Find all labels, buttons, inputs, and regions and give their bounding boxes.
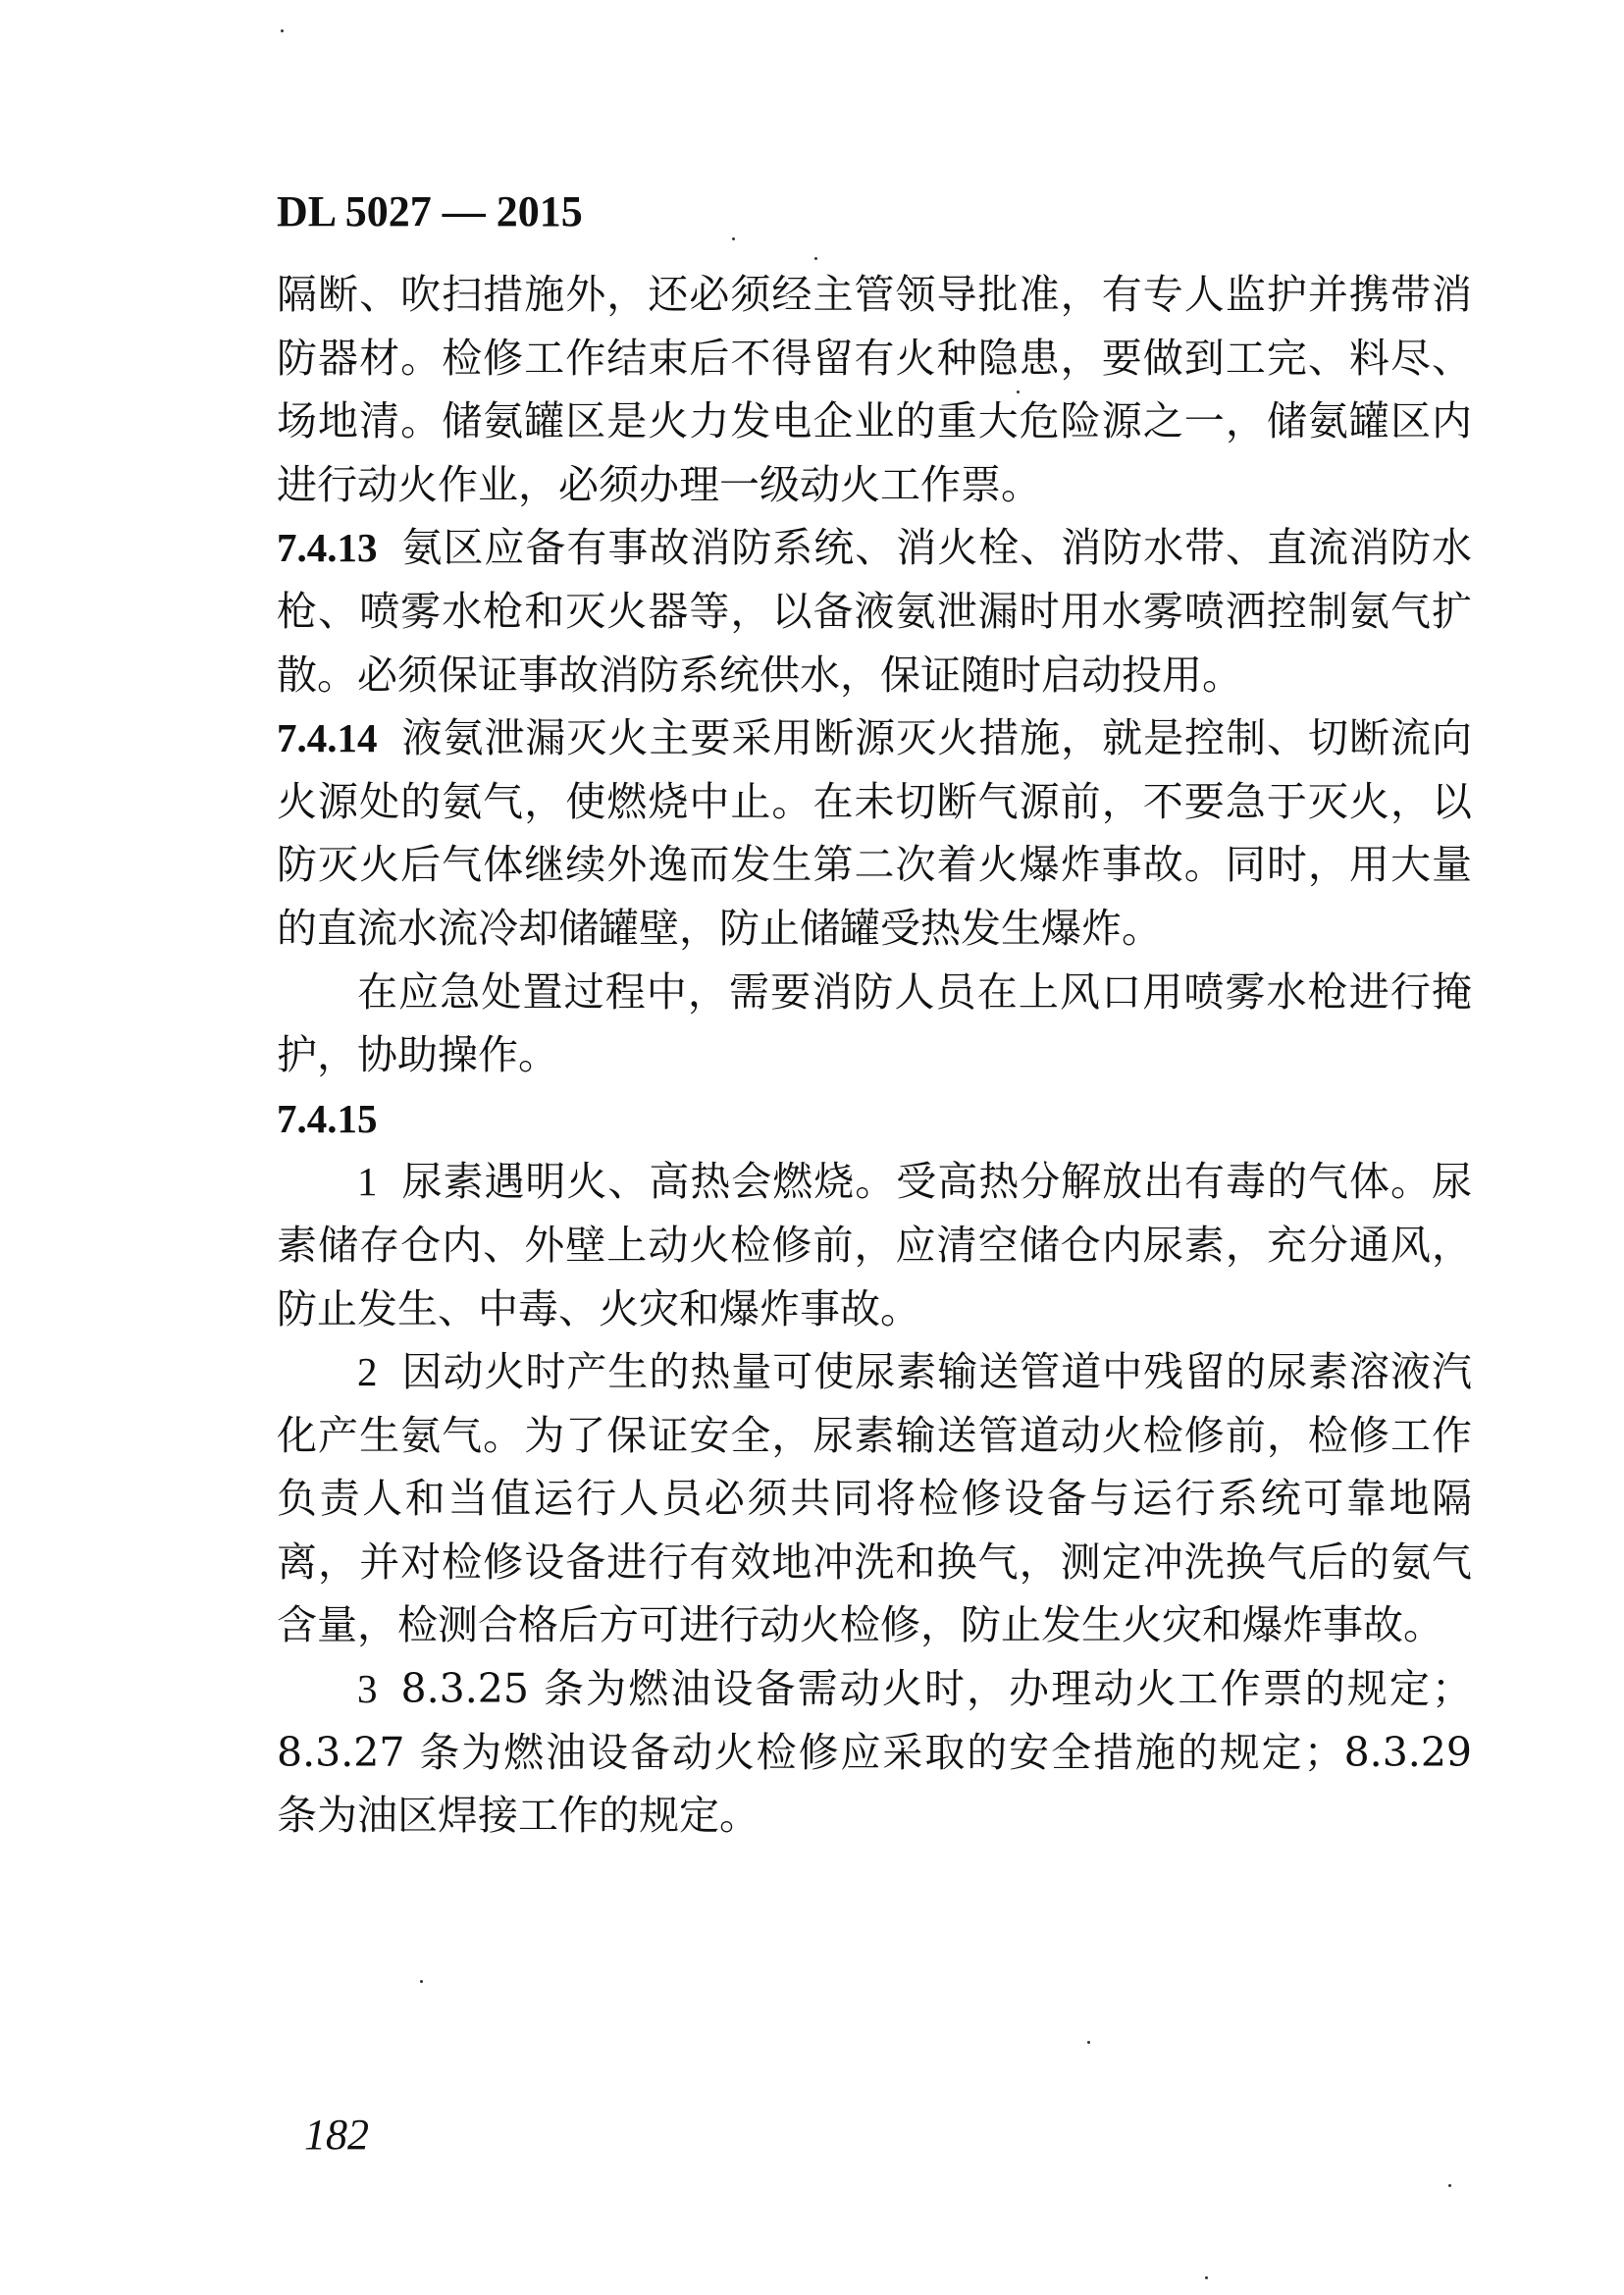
clause-7-4-13: [277, 516, 1472, 706]
scan-speck: [1448, 2184, 1451, 2187]
page-number: 182: [304, 2111, 369, 2159]
clause-text: 液氨泄漏灭火主要采用断源灭火措施，就是控制、切断流向火源处的氨气，使燃烧中止。在未切断气源前，不要急于灭火，以防灭火后气体继续外逸而发生第二次着火爆炸事故。同时，用大量的直流水流冷却储罐壁，防止储罐受热发生爆炸。: [277, 714, 1472, 952]
item-text: 8.3.25 条为燃油设备需动火时，办理动火工作票的规定；8.3.27 条为燃油设备动火检修应采取的安全措施的规定；8.3.29 条为油区焊接工作的规定。: [277, 1665, 1472, 1840]
item-text: 因动火时产生的热量可使尿素输送管道中残留的尿素溶液汽化产生氨气。为了保证安全，尿素输送管道动火检修前，检修工作负责人和当值运行人员必须共同将检修设备与运行系统可靠地隔离，并对检修设备进行有效地冲洗和换气，测定冲洗换气后的氨气含量，检测合格后方可进行动火检修，防止发生火灾和爆炸事故。: [277, 1348, 1472, 1649]
document-code-header: DL 5027 — 2015: [277, 187, 583, 235]
clause-text: 氨区应备有事故消防系统、消火栓、消防水带、直流消防水枪、喷雾水枪和灭火器等，以备液氨泄漏时用水雾喷洒控制氨气扩散。必须保证事故消防系统供水，保证随时启动投用。: [277, 524, 1472, 699]
scan-speck: [814, 257, 817, 260]
clause-7-4-14: [277, 706, 1472, 960]
clause-number: 7.4.15: [277, 1095, 378, 1141]
scan-speck: [1205, 2276, 1208, 2279]
scan-speck: [420, 1980, 423, 1983]
item-number: 3: [357, 1666, 378, 1712]
list-item-3: [277, 1657, 1472, 1848]
clause-number: 7.4.14: [277, 715, 378, 761]
item-text: 尿素遇明火、高热会燃烧。受高热分解放出有毒的气体。尿素储存仓内、外壁上动火检修前，应清空储仓内尿素，充分通风，防止发生、中毒、火灾和爆炸事故。: [277, 1158, 1472, 1332]
paragraph-continuation: [277, 263, 1472, 516]
scan-speck: [281, 29, 284, 32]
list-item-2: [277, 1340, 1472, 1657]
scan-speck: [732, 237, 735, 240]
scan-speck: [1087, 2041, 1090, 2044]
paragraph-text: 在应急处置过程中，需要消防人员在上风口用喷雾水枪进行掩护，协助操作。: [277, 967, 1472, 1079]
clause-number: 7.4.13: [277, 525, 378, 571]
item-number: 1: [357, 1159, 378, 1205]
item-number: 2: [357, 1349, 378, 1395]
paragraph-emergency: [277, 961, 1472, 1087]
document-body: [277, 263, 1472, 1848]
list-item-1: [277, 1150, 1472, 1340]
scan-speck: [1017, 391, 1020, 393]
clause-7-4-15: [277, 1087, 1472, 1151]
paragraph-text: 隔断、吹扫措施外，还必须经主管领导批准，有专人监护并携带消防器材。检修工作结束后不得留有火种隐患，要做到工完、料尽、场地清。储氨罐区是火力发电企业的重大危险源之一，储氨罐区内进行动火作业，必须办理一级动火工作票。: [277, 271, 1472, 508]
